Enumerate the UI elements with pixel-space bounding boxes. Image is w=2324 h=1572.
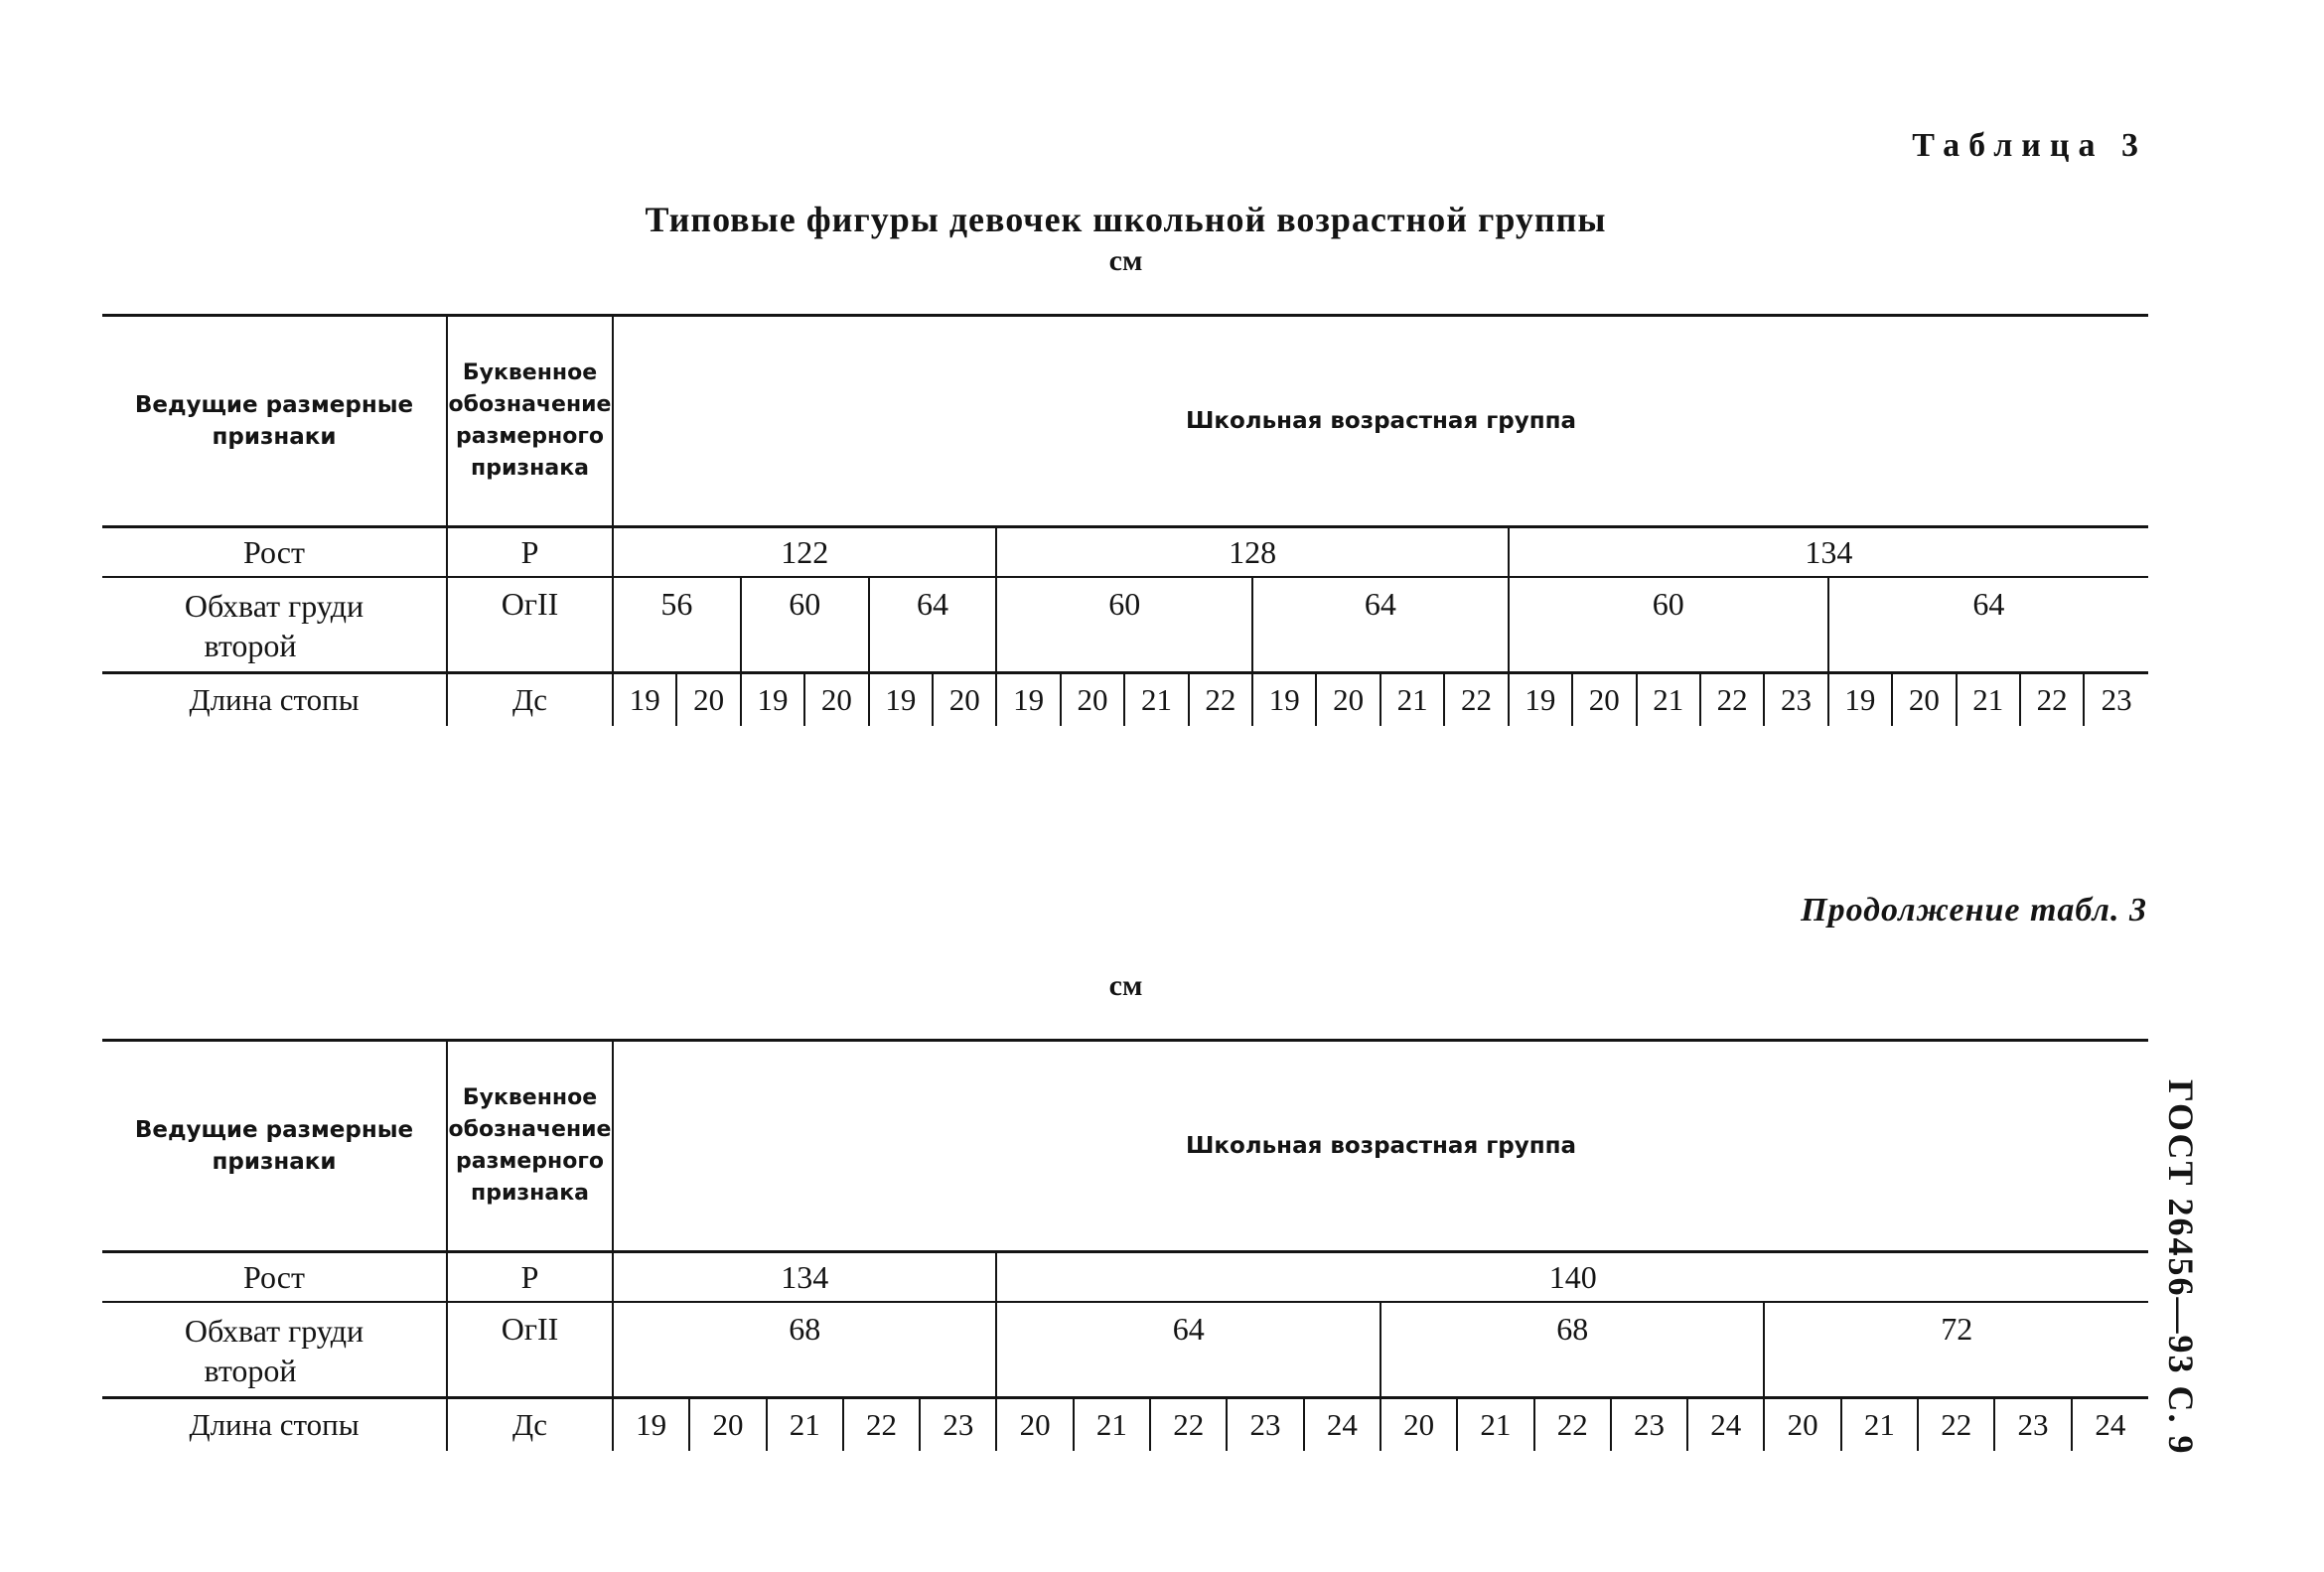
foot-length-value: 20 [1061, 673, 1124, 727]
letter-foot: Дс [447, 673, 613, 727]
foot-length-value: 19 [613, 1398, 689, 1452]
chest-row [102, 577, 2148, 673]
table2-body [102, 1041, 2148, 1452]
height-value: 134 [1509, 527, 2148, 578]
foot-length-value: 20 [1380, 1398, 1457, 1452]
foot-length-value: 24 [1304, 1398, 1380, 1452]
height-row [102, 1252, 2148, 1303]
foot-row [102, 1398, 2148, 1452]
foot-length-value: 24 [1687, 1398, 1764, 1452]
foot-length-value: 22 [1189, 673, 1252, 727]
foot-length-value: 20 [1572, 673, 1636, 727]
letter-column-header: Буквенное обозначение размерного признака [447, 1041, 613, 1252]
chest-value: 64 [996, 1302, 1380, 1398]
group-column-header: Школьная возрастная группа [613, 1041, 2148, 1252]
foot-length-value: 21 [1074, 1398, 1150, 1452]
foot-length-value: 19 [1509, 673, 1572, 727]
foot-length-value: 22 [1444, 673, 1508, 727]
table2-header-row [102, 1041, 2148, 1252]
row-label-chest-line2: второй [204, 628, 297, 663]
chest-value: 60 [1509, 577, 1828, 673]
table1-body [102, 316, 2148, 727]
foot-length-value: 23 [2084, 673, 2148, 727]
row-label-chest [102, 1302, 447, 1398]
foot-length-value: 19 [1252, 673, 1316, 727]
foot-length-value: 21 [1457, 1398, 1533, 1452]
document-page-label: ГОСТ 26456—93 С. 9 [2161, 1079, 2201, 1456]
foot-length-value: 23 [1994, 1398, 2071, 1452]
foot-length-value: 19 [996, 673, 1060, 727]
foot-length-value: 21 [1841, 1398, 1918, 1452]
foot-length-value: 22 [1534, 1398, 1611, 1452]
foot-length-value: 20 [676, 673, 740, 727]
row-label-foot: Длина стопы [102, 1398, 447, 1452]
foot-length-value: 20 [689, 1398, 766, 1452]
foot-length-value: 19 [741, 673, 804, 727]
foot-length-value: 23 [1227, 1398, 1303, 1452]
lead-column-header: Ведущие размерные признаки [102, 316, 447, 527]
letter-chest: ОгII [447, 1302, 613, 1398]
foot-length-value: 20 [933, 673, 996, 727]
foot-length-value: 23 [1764, 673, 1827, 727]
row-label-chest [102, 577, 447, 673]
table-title: Типовые фигуры девочек школьной возрастной группы [645, 200, 1607, 239]
chest-value: 64 [1828, 577, 2148, 673]
foot-row [102, 673, 2148, 727]
chest-value: 60 [996, 577, 1252, 673]
letter-foot: Дс [447, 1398, 613, 1452]
foot-length-value: 22 [1918, 1398, 1994, 1452]
letter-height: Р [447, 527, 613, 578]
foot-length-value: 20 [1316, 673, 1380, 727]
chest-row [102, 1302, 2148, 1398]
continuation-label: Продолжение табл. 3 [1801, 892, 2147, 929]
chest-value: 64 [1252, 577, 1509, 673]
row-label-chest-line1: Обхват груди [184, 588, 364, 624]
row-label-height: Рост [102, 527, 447, 578]
table-number-label: Таблица 3 [1912, 127, 2147, 164]
foot-length-value: 19 [1828, 673, 1892, 727]
letter-height: Р [447, 1252, 613, 1303]
row-label-foot: Длина стопы [102, 673, 447, 727]
chest-value: 72 [1764, 1302, 2148, 1398]
foot-length-value: 22 [1150, 1398, 1227, 1452]
foot-length-value: 19 [613, 673, 676, 727]
table1-header-row [102, 316, 2148, 527]
size-table-2 [102, 1039, 2148, 1451]
foot-length-value: 24 [2072, 1398, 2148, 1452]
unit-label-bottom: см [1108, 969, 1143, 1002]
size-table-1 [102, 314, 2148, 726]
height-value: 140 [996, 1252, 2148, 1303]
lead-column-header: Ведущие размерные признаки [102, 1041, 447, 1252]
row-label-chest-line2: второй [204, 1353, 297, 1388]
chest-value: 68 [613, 1302, 996, 1398]
foot-length-value: 21 [1957, 673, 2020, 727]
chest-value: 56 [613, 577, 741, 673]
foot-length-value: 20 [1764, 1398, 1840, 1452]
height-value: 128 [996, 527, 1508, 578]
foot-length-value: 22 [1700, 673, 1764, 727]
group-column-header: Школьная возрастная группа [613, 316, 2148, 527]
foot-length-value: 21 [1124, 673, 1188, 727]
letter-column-header: Буквенное обозначение размерного признака [447, 316, 613, 527]
unit-label-top: см [1108, 244, 1143, 277]
chest-value: 60 [741, 577, 869, 673]
letter-chest: ОгII [447, 577, 613, 673]
row-label-height: Рост [102, 1252, 447, 1303]
foot-length-value: 21 [767, 1398, 843, 1452]
height-row [102, 527, 2148, 578]
foot-length-value: 23 [920, 1398, 996, 1452]
foot-length-value: 19 [869, 673, 933, 727]
height-value: 134 [613, 1252, 996, 1303]
foot-length-value: 20 [996, 1398, 1073, 1452]
row-label-chest-line1: Обхват груди [184, 1313, 364, 1349]
foot-length-value: 21 [1380, 673, 1444, 727]
chest-value: 68 [1380, 1302, 1764, 1398]
foot-length-value: 20 [1892, 673, 1956, 727]
foot-length-value: 20 [804, 673, 868, 727]
foot-length-value: 21 [1637, 673, 1700, 727]
chest-value: 64 [869, 577, 997, 673]
foot-length-value: 22 [843, 1398, 920, 1452]
foot-length-value: 23 [1611, 1398, 1687, 1452]
foot-length-value: 22 [2020, 673, 2084, 727]
height-value: 122 [613, 527, 996, 578]
